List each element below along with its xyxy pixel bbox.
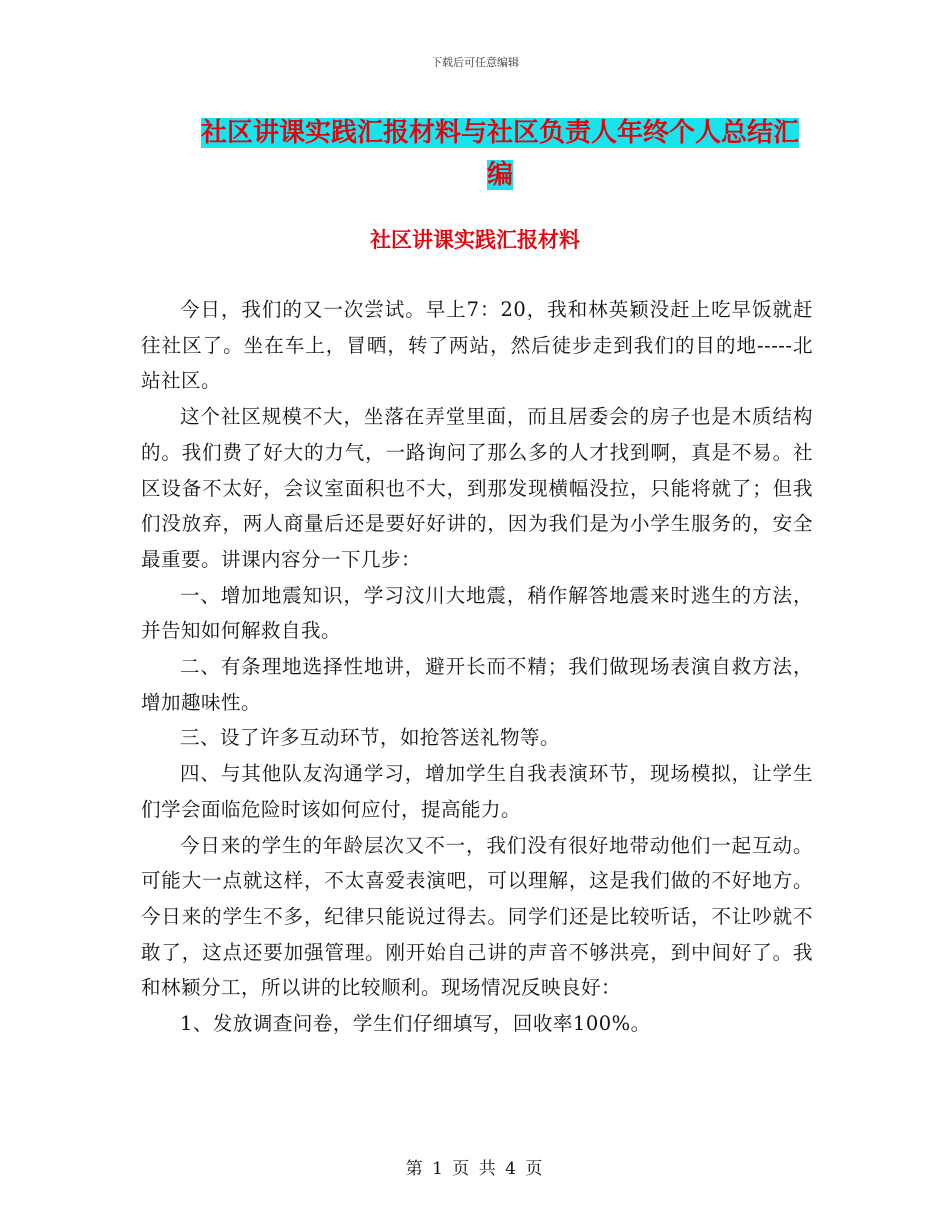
paragraph: 四、与其他队友沟通学习，增加学生自我表演环节，现场模拟，让学生们学会面临危险时该如何应付，提高能力。 bbox=[141, 762, 813, 821]
section-heading: 社区讲课实践汇报材料 bbox=[370, 228, 580, 252]
paragraph: 今日，我们的又一次尝试。早上7：20，我和林英颖没赶上吃早饭就赶往社区了。坐在车上，冒晒，转了两站，然后徒步走到我们的目的地-----北站社区。 bbox=[141, 298, 813, 393]
paragraph: 这个社区规模不大，坐落在弄堂里面，而且居委会的房子也是木质结构的。我们费了好大的力气，一路询问了那么多的人才找到啊，真是不易。社区设备不太好，会议室面积也不大，到那发现横幅没拉，只能将就了；但我们没放弃，两人商量后还是要好好讲的，因为我们是为小学生服务的，安全最重要。讲课内容分一下几步： bbox=[141, 405, 813, 571]
paragraph: 三、设了许多互动环节，如抢答送礼物等。 bbox=[180, 726, 561, 750]
page-header-note: 下载后可任意编辑 bbox=[431, 56, 519, 69]
paragraph: 1、发放调查问卷，学生们仔细填写，回收率100%。 bbox=[180, 1012, 651, 1036]
document-title bbox=[190, 112, 810, 196]
paragraph: 今日来的学生的年龄层次又不一，我们没有很好地带动他们一起互动。可能大一点就这样，不太喜爱表演吧，可以理解，这是我们做的不好地方。今日来的学生不多，纪律只能说过得去。同学们还是比较听话，不让吵就不敢了，这点还要加强管理。刚开始自己讲的声音不够洪亮，到中间好了。我和林颖分工，所以讲的比较顺利。现场情况反映良好： bbox=[141, 833, 813, 1000]
document-title-text: 社区讲课实践汇报材料与社区负责人年终个人总结汇编 bbox=[200, 118, 799, 190]
page-number: 第 1 页 共 4 页 bbox=[405, 1159, 545, 1179]
paragraph: 一、增加地震知识，学习汶川大地震，稍作解答地震来时逃生的方法，并告知如何解救自我。 bbox=[141, 583, 813, 643]
paragraph: 二、有条理地选择性地讲，避开长而不精；我们做现场表演自救方法，增加趣味性。 bbox=[141, 655, 813, 714]
document-body bbox=[141, 292, 813, 1042]
